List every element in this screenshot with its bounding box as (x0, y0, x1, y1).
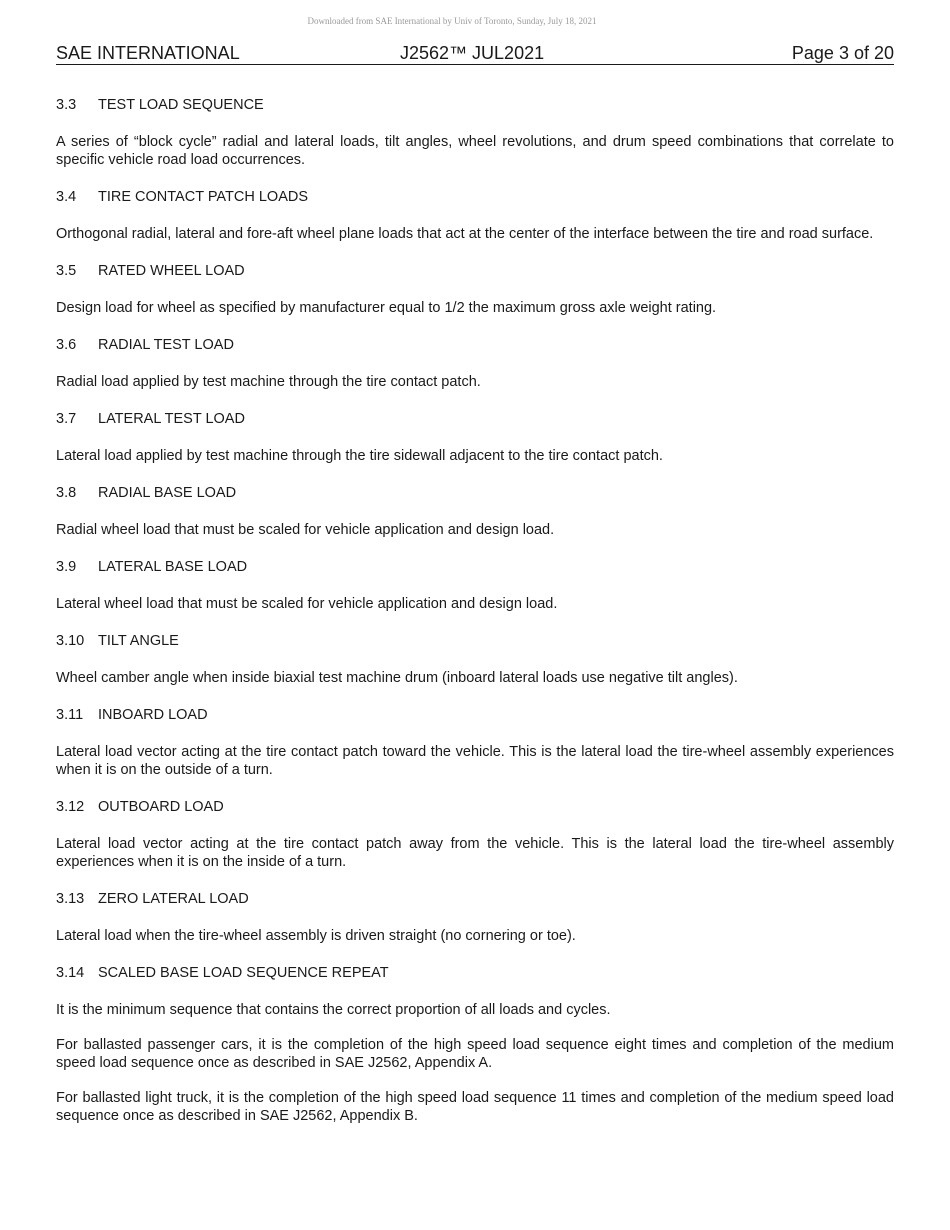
section-title: TILT ANGLE (98, 633, 179, 649)
section-paragraph: Lateral load applied by test machine through the tire sidewall adjacent to the tire contact patch. (56, 448, 663, 464)
section-heading (56, 798, 894, 816)
section-number: 3.7 (56, 411, 77, 427)
section-number: 3.4 (56, 189, 77, 205)
header-organization: SAE INTERNATIONAL (56, 43, 240, 63)
header-page-number: Page 3 of 20 (791, 43, 894, 63)
section-title: OUTBOARD LOAD (98, 799, 224, 815)
section-paragraph: Radial wheel load that must be scaled for vehicle application and design load. (56, 522, 555, 538)
section-number: 3.13 (56, 891, 85, 907)
page-header (56, 43, 894, 65)
section-paragraph: A series of “block cycle” radial and lateral loads, tilt angles, wheel revolutions, and drum speed combinations that correlate to specific vehicle road load occurrences. (56, 134, 894, 168)
section-paragraph: Radial load applied by test machine through the tire contact patch. (56, 374, 481, 390)
section-heading (56, 96, 894, 114)
section-paragraph: For ballasted passenger cars, it is the completion of the high speed load sequence eight times and completion of the medium speed load sequence once as described in SAE J2562, Appendix A. (56, 1037, 894, 1071)
section-title: INBOARD LOAD (98, 707, 208, 723)
section-paragraph: Orthogonal radial, lateral and fore-aft wheel plane loads that act at the center of the interface between the tire and road surface. (56, 226, 874, 242)
section-title: TEST LOAD SEQUENCE (98, 97, 264, 113)
section-paragraph: For ballasted light truck, it is the completion of the high speed load sequence 11 times and completion of the medium speed load sequence once as described in SAE J2562, Appendix B. (56, 1090, 894, 1124)
section-paragraph: Lateral load vector acting at the tire contact patch toward the vehicle. This is the lateral load the tire-wheel assembly experiences when it is on the outside of a turn. (56, 744, 894, 778)
section-title: RATED WHEEL LOAD (98, 263, 245, 279)
section-title: RADIAL TEST LOAD (98, 337, 234, 353)
header-document-id: J2562™ JUL2021 (400, 43, 545, 63)
section-title: LATERAL TEST LOAD (98, 411, 245, 427)
section-heading (56, 188, 894, 206)
section-number: 3.12 (56, 799, 85, 815)
section-heading (56, 706, 894, 724)
document-body (56, 96, 894, 1142)
section-paragraph: Wheel camber angle when inside biaxial test machine drum (inboard lateral loads use negative tilt angles). (56, 670, 738, 686)
section-paragraph: Lateral load vector acting at the tire contact patch away from the vehicle. This is the lateral load the tire-wheel assembly experiences when it is on the inside of a turn. (56, 836, 894, 870)
section-heading (56, 964, 894, 982)
section-number: 3.10 (56, 633, 85, 649)
section-number: 3.3 (56, 97, 77, 113)
section-number: 3.11 (56, 707, 84, 723)
section-heading (56, 410, 894, 428)
section-number: 3.5 (56, 263, 77, 279)
section-heading (56, 558, 894, 576)
section-title: SCALED BASE LOAD SEQUENCE REPEAT (98, 965, 389, 981)
section-title: TIRE CONTACT PATCH LOADS (98, 189, 309, 205)
section-number: 3.9 (56, 559, 77, 575)
download-watermark: Downloaded from SAE International by Univ of Toronto, Sunday, July 18, 2021 (307, 16, 597, 26)
section-number: 3.6 (56, 337, 77, 353)
section-heading (56, 484, 894, 502)
section-heading (56, 262, 894, 280)
section-number: 3.8 (56, 485, 77, 501)
section-heading (56, 336, 894, 354)
section-paragraph: Lateral wheel load that must be scaled for vehicle application and design load. (56, 596, 558, 612)
section-title: RADIAL BASE LOAD (98, 485, 237, 501)
section-heading (56, 890, 894, 908)
section-paragraph: Design load for wheel as specified by manufacturer equal to 1/2 the maximum gross axle weight rating. (56, 300, 717, 316)
section-title: LATERAL BASE LOAD (98, 559, 248, 575)
section-paragraph: Lateral load when the tire-wheel assembly is driven straight (no cornering or toe). (56, 928, 576, 944)
section-title: ZERO LATERAL LOAD (98, 891, 249, 907)
section-number: 3.14 (56, 965, 85, 981)
section-heading (56, 632, 894, 650)
section-paragraph: It is the minimum sequence that contains the correct proportion of all loads and cycles. (56, 1002, 611, 1018)
